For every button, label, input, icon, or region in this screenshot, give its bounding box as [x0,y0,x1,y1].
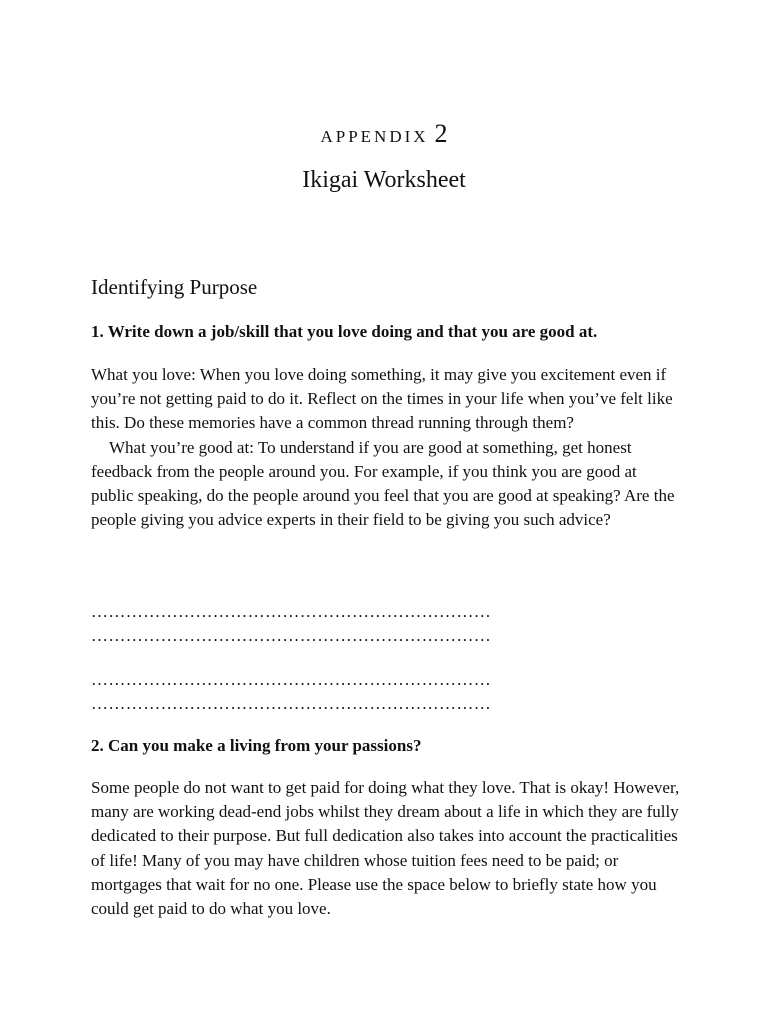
question-2: 2. Can you make a living from your passions? [91,736,422,755]
appendix-label: APPENDIX [320,127,429,146]
what-you-love-paragraph: What you love: When you love doing something, it may give you excitement even if you’re not getting paid to do it. Reflect on the times in your life when you’ve felt like this. Do these memories have a common thread running through them? [91,365,673,433]
question-2-paragraph: Some people do not want to get paid for doing what they love. That is okay! However, many are working dead-end jobs whilst they dream about a life in which they are fully dedicated to their purpose. But full dedication also takes into account the practicalities of life! Many of you may have children whose tuition fees need to be paid; or mortgages that wait for no one. Please use the space below to briefly state how you could get paid to do what you love. [91,778,680,919]
appendix-number: 2 [434,119,448,148]
question-1-explanation [91,363,681,532]
answer-line[interactable]: …………………………………………………………… [91,694,492,713]
question-2-explanation [91,776,681,921]
page-title: Ikigai Worksheet [302,167,466,193]
question-1: 1. Write down a job/skill that you love doing and that you are good at. [91,322,598,341]
section-heading: Identifying Purpose [91,275,258,299]
answer-line[interactable]: …………………………………………………………… [91,602,492,621]
answer-lines-group-2 [91,668,691,716]
answer-line[interactable]: …………………………………………………………… [91,626,492,645]
answer-lines-group-1 [91,600,691,648]
answer-line[interactable]: …………………………………………………………… [91,670,492,689]
what-you-are-good-at-paragraph: What you’re good at: To understand if you are good at something, get honest feedback from the people around you. For example, if you think you are good at public speaking, do the people around you feel that you are good at speaking? Are the people giving you advice experts in their field to be giving you such advice? [91,437,675,530]
appendix-heading [0,120,768,151]
